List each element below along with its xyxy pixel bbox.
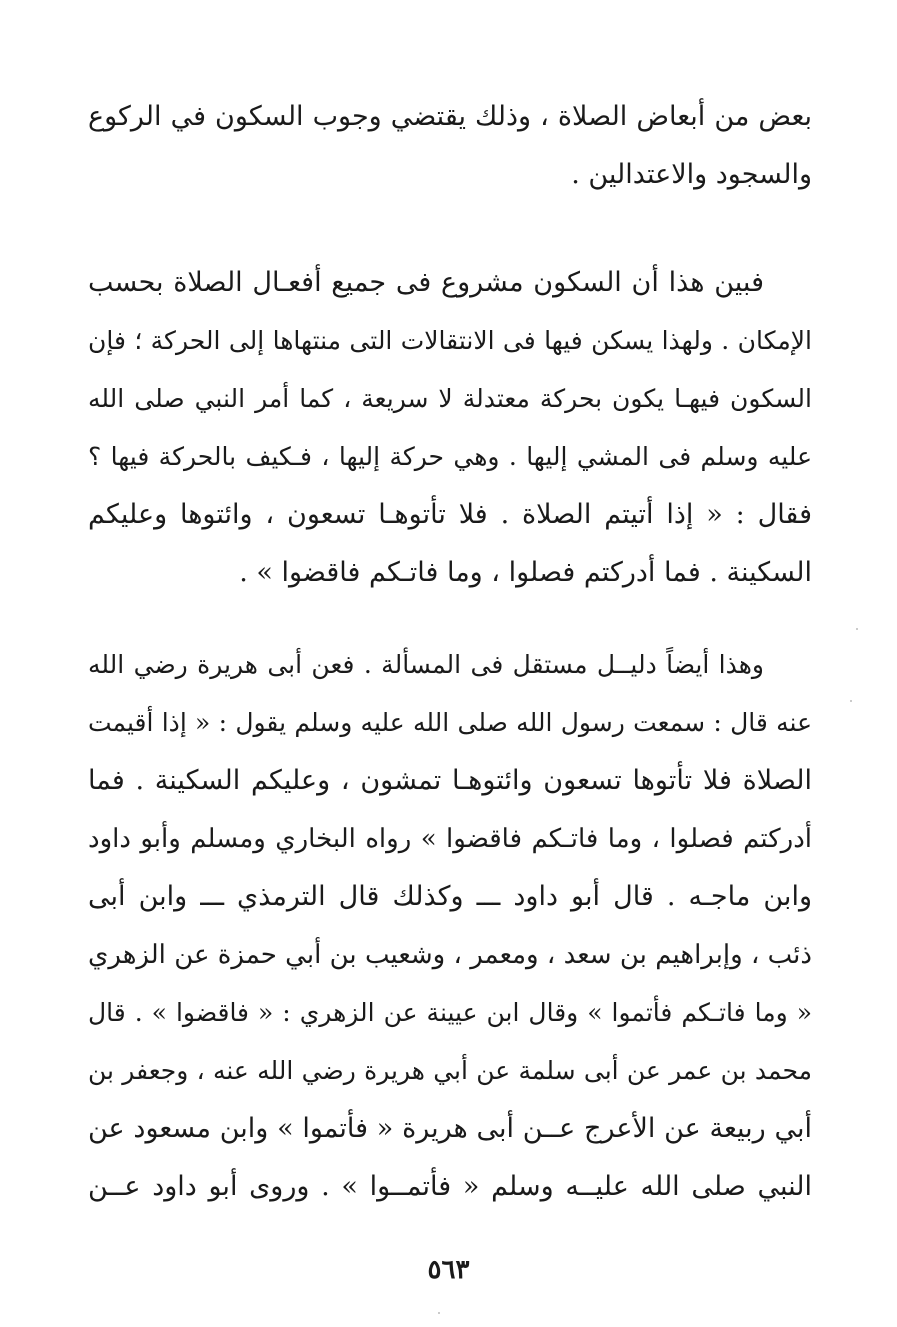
text-line: فقال : « إذا أتيتم الصلاة . فلا تأتوهـا تسعون ، وائتوها وعليكم bbox=[88, 499, 812, 530]
scan-speck bbox=[850, 700, 852, 702]
text-line: « وما فاتـكم فأتموا » وقال ابن عيينة عن الزهري : « فاقضوا » . قال bbox=[88, 998, 812, 1027]
text-line: السكون فيهـا يكون بحركة معتدلة لا سريعة ، كما أمر النبي صلى الله bbox=[88, 384, 812, 413]
text-line: النبي صلى الله عليــه وسلم « فأتمــوا » . وروى أبو داود عــن bbox=[88, 1171, 812, 1202]
paragraph-2 bbox=[88, 254, 812, 602]
text-line: ذئب ، وإبراهيم بن سعد ، ومعمر ، وشعيب بن أبي حمزة عن الزهري bbox=[88, 940, 812, 970]
scan-speck bbox=[856, 628, 858, 630]
text-line: الصلاة فلا تأتوها تسعون وائتوهـا تمشون ، وعليكم السكينة . فما bbox=[88, 765, 812, 796]
scan-speck bbox=[438, 1312, 440, 1314]
text-line: محمد بن عمر عن أبى سلمة عن أبي هريرة رضي الله عنه ، وجعفر بن bbox=[88, 1056, 812, 1085]
paragraph-3 bbox=[88, 636, 812, 1216]
text-line: وهذا أيضاً دليــل مستقل فى المسألة . فعن أبى هريرة رضي الله bbox=[88, 650, 764, 679]
text-line: عنه قال : سمعت رسول الله صلى الله عليه وسلم يقول : « إذا أقيمت bbox=[88, 708, 812, 737]
paragraph-1 bbox=[88, 88, 812, 204]
page-number: ٥٦٣ bbox=[427, 1255, 470, 1285]
text-line: بعض من أبعاض الصلاة ، وذلك يقتضي وجوب السكون في الركوع bbox=[88, 101, 812, 132]
text-line: أبي ربيعة عن الأعرج عــن أبى هريرة « فأتموا » وابن مسعود عن bbox=[88, 1113, 812, 1144]
text-line: وابن ماجـه . قال أبو داود ـــ وكذلك قال الترمذي ـــ وابن أبى bbox=[88, 881, 812, 912]
text-line: والسجود والاعتدالين . bbox=[571, 159, 812, 190]
text-line: أدركتم فصلوا ، وما فاتـكم فاقضوا » رواه البخاري ومسلم وأبو داود bbox=[88, 824, 812, 854]
text-line: السكينة . فما أدركتم فصلوا ، وما فاتـكم فاقضوا » . bbox=[239, 557, 812, 588]
text-line: فبين هذا أن السكون مشروع فى جميع أفعـال الصلاة بحسب bbox=[88, 267, 764, 298]
text-line: الإمكان . ولهذا يسكن فيها فى الانتقالات التى منتهاها إلى الحركة ؛ فإن bbox=[88, 326, 812, 355]
text-line: عليه وسلم فى المشي إليها . وهي حركة إليها ، فـكيف بالحركة فيها ؟ bbox=[88, 442, 812, 471]
